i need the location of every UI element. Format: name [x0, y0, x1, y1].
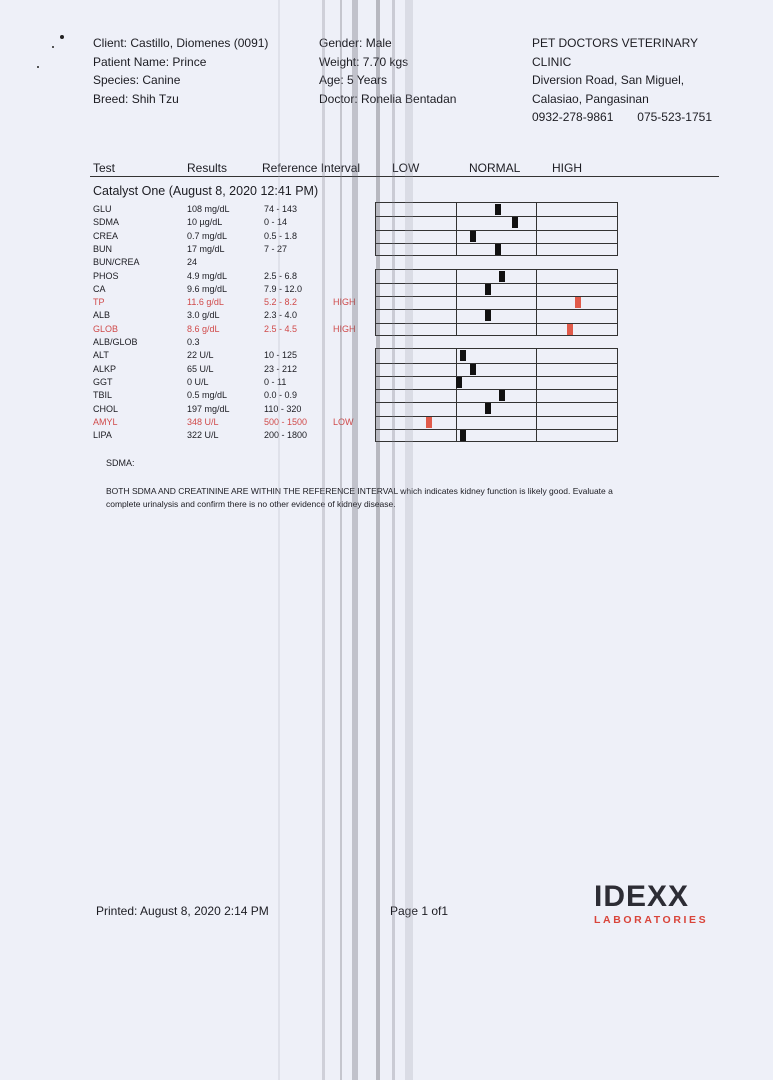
- reference-interval: 23 - 212: [264, 363, 298, 374]
- row-divider: [376, 216, 617, 217]
- clinic-phone-2: 075-523-1751: [637, 110, 712, 124]
- row-divider: [376, 309, 617, 310]
- test-result: 0.5 mg/dL: [187, 390, 228, 401]
- clinic-phone-1: 0932-278-9861: [532, 110, 614, 124]
- reference-interval: 2.5 - 4.5: [264, 323, 298, 334]
- test-result: 197 mg/dL: [187, 403, 230, 414]
- result-flag: HIGH: [333, 323, 356, 334]
- row-divider: [376, 230, 617, 231]
- column-header-normal: NORMAL: [469, 161, 521, 175]
- clinic-name: PET DOCTORS VETERINARY CLINIC: [532, 36, 698, 69]
- client-name: Client: Castillo, Diomenes (0091): [93, 36, 269, 50]
- result-marker: [485, 284, 491, 295]
- sdma-label: SDMA:: [106, 458, 135, 468]
- result-marker: [485, 310, 491, 321]
- patient-name: Patient Name: Prince: [93, 54, 207, 69]
- column-header-high: HIGH: [552, 161, 582, 175]
- test-result: 24: [187, 257, 198, 268]
- clinic-address-1: Diversion Road, San Miguel,: [532, 73, 685, 87]
- sdma-interpretation: BOTH SDMA AND CREATININE ARE WITHIN THE REFERENCE INTERVAL which indicates kidney function is likely good. Evaluate a complete urinalysis and confirm there is no other evidence of kidney disease.: [106, 486, 613, 509]
- test-name: BUN: [93, 243, 113, 254]
- reference-interval: 0.0 - 0.9: [264, 390, 298, 401]
- result-marker: [512, 217, 518, 228]
- logo-subtitle: LABORATORIES: [594, 914, 709, 926]
- test-name: ALKP: [93, 363, 117, 374]
- row-divider: [376, 363, 617, 364]
- patient-info: [319, 34, 456, 108]
- scan-speck: [37, 66, 39, 68]
- reference-interval: 5.2 - 8.2: [264, 297, 298, 308]
- result-marker: [470, 231, 476, 242]
- test-result: 22 U/L: [187, 350, 214, 361]
- test-result: 17 mg/dL: [187, 243, 225, 254]
- row-divider: [376, 429, 617, 430]
- gender: Gender: Male: [319, 36, 392, 50]
- column-header-test: Test: [93, 161, 116, 175]
- result-flag: LOW: [333, 416, 354, 427]
- page-number: Page 1 of1: [390, 904, 449, 918]
- reference-interval: 7.9 - 12.0: [264, 283, 303, 294]
- result-marker: [460, 350, 466, 361]
- idexx-logo: [594, 882, 724, 926]
- test-name: CA: [93, 283, 106, 294]
- result-marker: [567, 324, 573, 335]
- result-marker: [470, 364, 476, 375]
- scan-artifact: [376, 0, 380, 1080]
- reference-interval: 10 - 125: [264, 350, 298, 361]
- test-result: 10 µg/dL: [187, 217, 223, 228]
- reference-interval: 0 - 14: [264, 217, 288, 228]
- test-result: 108 mg/dL: [187, 204, 230, 214]
- doctor: Doctor: Ronelia Bentadan: [319, 91, 457, 106]
- logo-wordmark: IDEXX: [594, 880, 690, 913]
- test-name: TP: [93, 297, 105, 308]
- reference-interval: 0.5 - 1.8: [264, 230, 298, 241]
- range-gauge-group: [375, 269, 618, 337]
- test-name: CHOL: [93, 403, 119, 414]
- client-info: [93, 34, 268, 108]
- result-marker: [426, 417, 432, 428]
- test-name: ALB/GLOB: [93, 337, 138, 347]
- result-marker: [499, 271, 505, 282]
- clinic-address-2: Calasiao, Pangasinan: [532, 91, 649, 106]
- header-divider: [90, 176, 719, 177]
- species: Species: Canine: [93, 73, 181, 87]
- test-name: PHOS: [93, 270, 119, 281]
- section-title: Catalyst One (August 8, 2020 12:41 PM): [93, 184, 319, 198]
- test-result: 0.7 mg/dL: [187, 230, 228, 241]
- test-name: LIPA: [93, 430, 112, 441]
- weight: Weight: 7.70 kgs: [319, 54, 409, 69]
- printed-timestamp: Printed: August 8, 2020 2:14 PM: [96, 904, 269, 918]
- result-flag: HIGH: [333, 297, 356, 308]
- test-result: 65 U/L: [187, 363, 214, 374]
- test-result: 348 U/L: [187, 416, 219, 427]
- test-result: 0.3: [187, 337, 200, 347]
- reference-interval: 7 - 27: [264, 243, 288, 254]
- test-name: AMYL: [93, 416, 118, 427]
- column-header-low: LOW: [392, 161, 420, 175]
- range-gauge-group: [375, 202, 618, 256]
- age: Age: 5 Years: [319, 73, 388, 87]
- row-divider: [376, 402, 617, 403]
- test-name: BUN/CREA: [93, 257, 140, 268]
- test-name: CREA: [93, 230, 119, 241]
- reference-interval: 200 - 1800: [264, 430, 308, 441]
- clinic-phones: [532, 108, 712, 127]
- result-marker: [485, 403, 491, 414]
- result-marker: [495, 204, 501, 215]
- test-result: 322 U/L: [187, 430, 219, 441]
- test-result: 0 U/L: [187, 376, 209, 387]
- test-name: ALT: [93, 350, 109, 361]
- range-gauge-group: [375, 348, 618, 442]
- reference-interval: 0 - 11: [264, 376, 287, 387]
- row-divider: [376, 389, 617, 390]
- reference-interval: 2.3 - 4.0: [264, 310, 298, 321]
- clinic-info: [532, 34, 712, 127]
- test-result: 11.6 g/dL: [187, 297, 224, 308]
- result-marker: [575, 297, 581, 308]
- test-result: 4.9 mg/dL: [187, 270, 228, 281]
- row-divider: [376, 323, 617, 324]
- reference-interval: 110 - 320: [264, 403, 302, 414]
- test-name: ALB: [93, 310, 111, 321]
- result-marker: [495, 244, 501, 255]
- range-divider: [456, 270, 457, 336]
- test-result: 3.0 g/dL: [187, 310, 220, 321]
- breed: Breed: Shih Tzu: [93, 91, 179, 106]
- table-row: [0, 336, 773, 349]
- result-marker: [460, 430, 466, 441]
- reference-interval: 2.5 - 6.8: [264, 270, 298, 281]
- test-result: 9.6 mg/dL: [187, 283, 228, 294]
- scan-speck: [52, 46, 54, 48]
- reference-interval: 500 - 1500: [264, 416, 308, 427]
- row-divider: [376, 376, 617, 377]
- row-divider: [376, 283, 617, 284]
- column-header-reference: Reference Interval: [262, 161, 361, 175]
- reference-interval: 74 - 143: [264, 204, 298, 214]
- test-name: SDMA: [93, 217, 120, 228]
- result-marker: [456, 377, 462, 388]
- result-marker: [499, 390, 505, 401]
- table-row: [0, 256, 773, 269]
- row-divider: [376, 416, 617, 417]
- scan-speck: [60, 35, 64, 39]
- test-name: TBIL: [93, 390, 113, 401]
- test-name: GGT: [93, 376, 113, 387]
- column-header-results: Results: [187, 161, 228, 175]
- test-result: 8.6 g/dL: [187, 323, 220, 334]
- test-name: GLU: [93, 204, 112, 214]
- range-divider: [536, 270, 537, 336]
- test-name: GLOB: [93, 323, 119, 334]
